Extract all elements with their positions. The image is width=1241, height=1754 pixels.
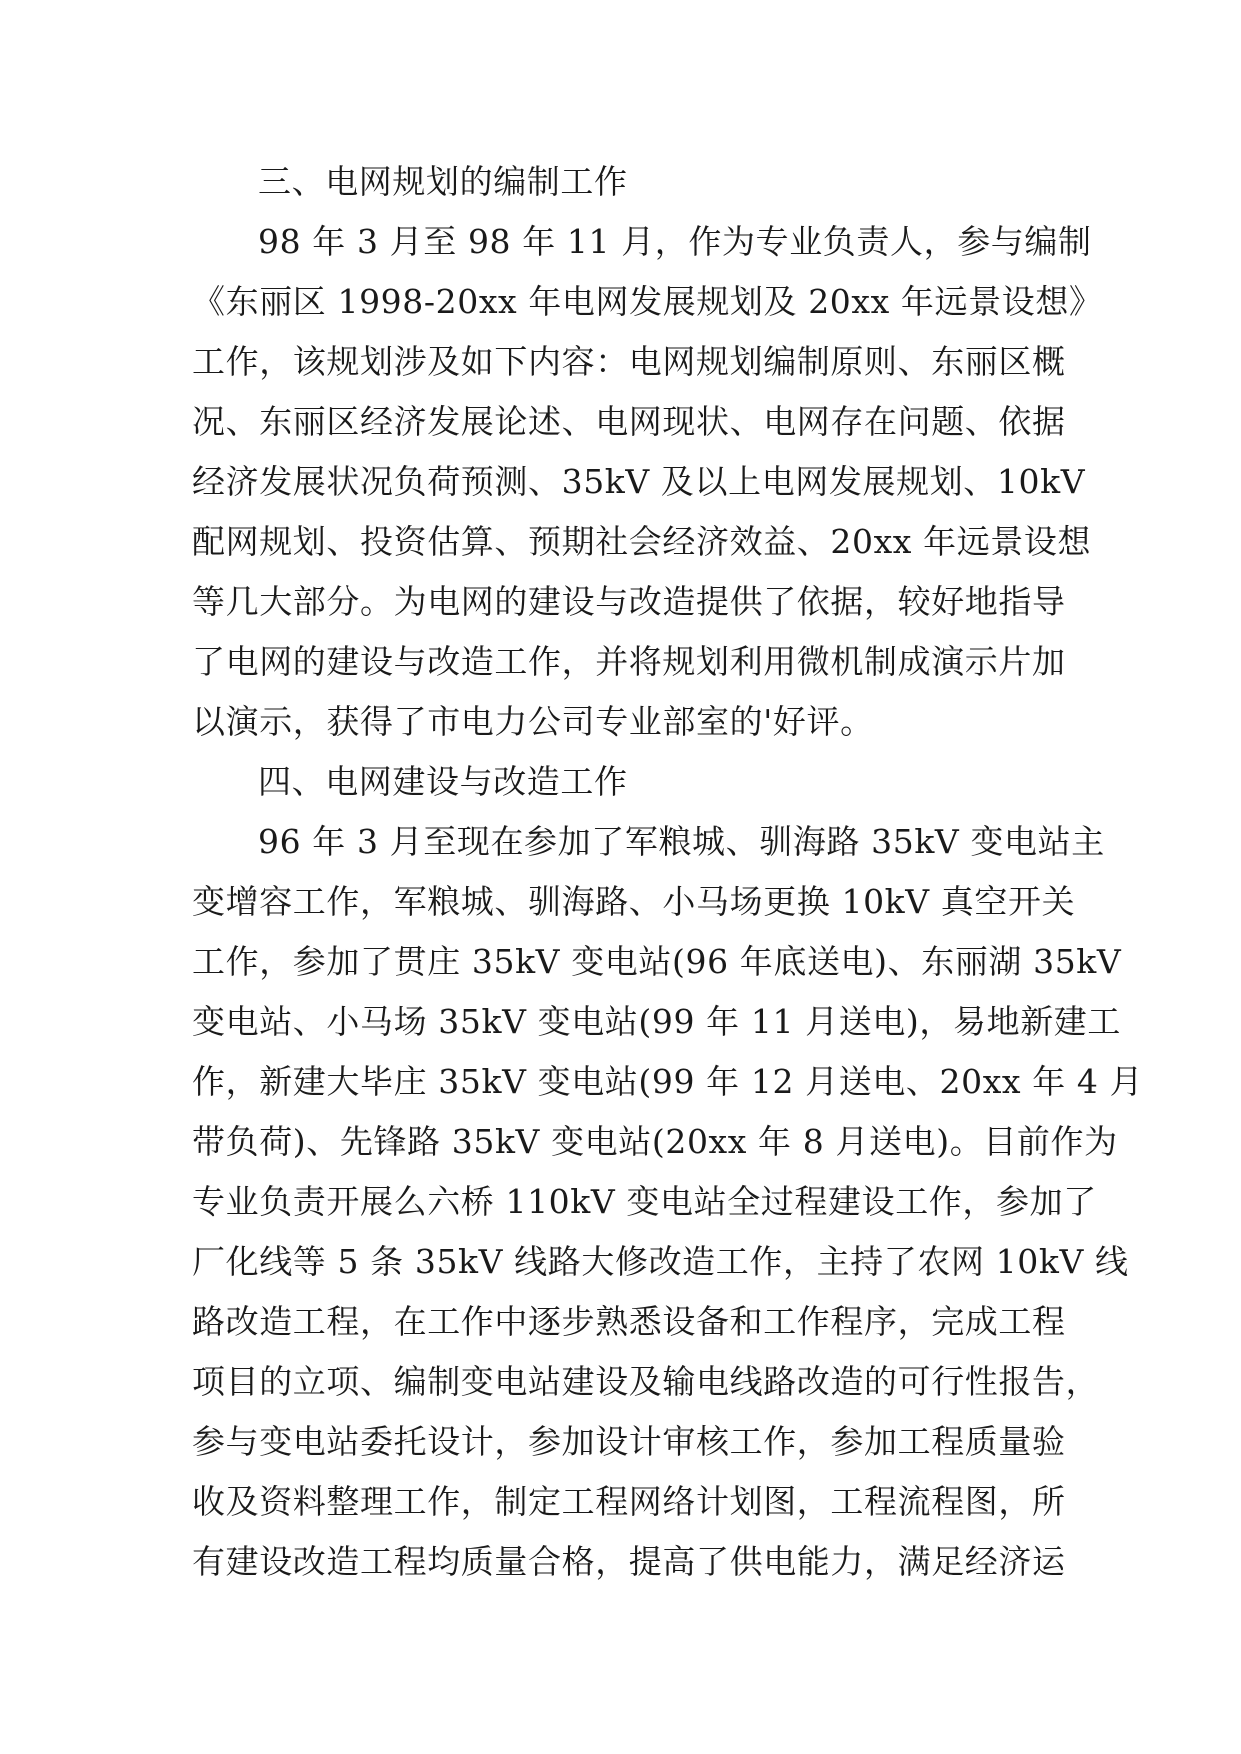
paragraph-line: 98 年 3 月至 98 年 11 月，作为专业负责人，参与编制 xyxy=(258,222,1092,261)
paragraph-line: 路改造工程，在工作中逐步熟悉设备和工作程序，完成工程 xyxy=(192,1302,1066,1341)
paragraph-line: 变电站、小马场 35kV 变电站(99 年 11 月送电)，易地新建工 xyxy=(192,1002,1121,1041)
paragraph-line: 经济发展状况负荷预测、35kV 及以上电网发展规划、10kV xyxy=(192,462,1086,501)
paragraph-line: 作，新建大毕庄 35kV 变电站(99 年 12 月送电、20xx 年 4 月 xyxy=(192,1062,1144,1101)
paragraph-line: 配网规划、投资估算、预期社会经济效益、20xx 年远景设想 xyxy=(192,522,1092,561)
paragraph-line: 带负荷)、先锋路 35kV 变电站(20xx 年 8 月送电)。目前作为 xyxy=(192,1122,1118,1161)
section-heading-grid-planning: 三、电网规划的编制工作 xyxy=(258,162,628,201)
paragraph-line: 有建设改造工程均质量合格，提高了供电能力，满足经济运 xyxy=(192,1542,1066,1581)
paragraph-line: 况、东丽区经济发展论述、电网现状、电网存在问题、依据 xyxy=(192,402,1066,441)
paragraph-line: 工作，参加了贯庄 35kV 变电站(96 年底送电)、东丽湖 35kV xyxy=(192,942,1122,981)
document-body xyxy=(192,152,1144,1592)
paragraph-line: 专业负责开展么六桥 110kV 变电站全过程建设工作，参加了 xyxy=(192,1182,1097,1221)
section-heading-grid-construction: 四、电网建设与改造工作 xyxy=(258,762,628,801)
paragraph-line: 参与变电站委托设计，参加设计审核工作，参加工程质量验 xyxy=(192,1422,1066,1461)
paragraph-line: 收及资料整理工作，制定工程网络计划图，工程流程图，所 xyxy=(192,1482,1066,1521)
paragraph-line: 变增容工作，军粮城、驯海路、小马场更换 10kV 真空开关 xyxy=(192,882,1076,921)
paragraph-line: 工作，该规划涉及如下内容：电网规划编制原则、东丽区概 xyxy=(192,342,1066,381)
paragraph-line: 《东丽区 1998-20xx 年电网发展规划及 20xx 年远景设想》 xyxy=(192,282,1103,321)
paragraph-line: 项目的立项、编制变电站建设及输电线路改造的可行性报告， xyxy=(192,1362,1100,1401)
paragraph-line: 厂化线等 5 条 35kV 线路大修改造工作，主持了农网 10kV 线 xyxy=(192,1242,1129,1281)
paragraph-line: 96 年 3 月至现在参加了军粮城、驯海路 35kV 变电站主 xyxy=(258,822,1105,861)
paragraph-line: 以演示，获得了市电力公司专业部室的'好评。 xyxy=(192,702,874,741)
paragraph-line: 等几大部分。为电网的建设与改造提供了依据，较好地指导 xyxy=(192,582,1066,621)
paragraph-line: 了电网的建设与改造工作，并将规划利用微机制成演示片加 xyxy=(192,642,1066,681)
